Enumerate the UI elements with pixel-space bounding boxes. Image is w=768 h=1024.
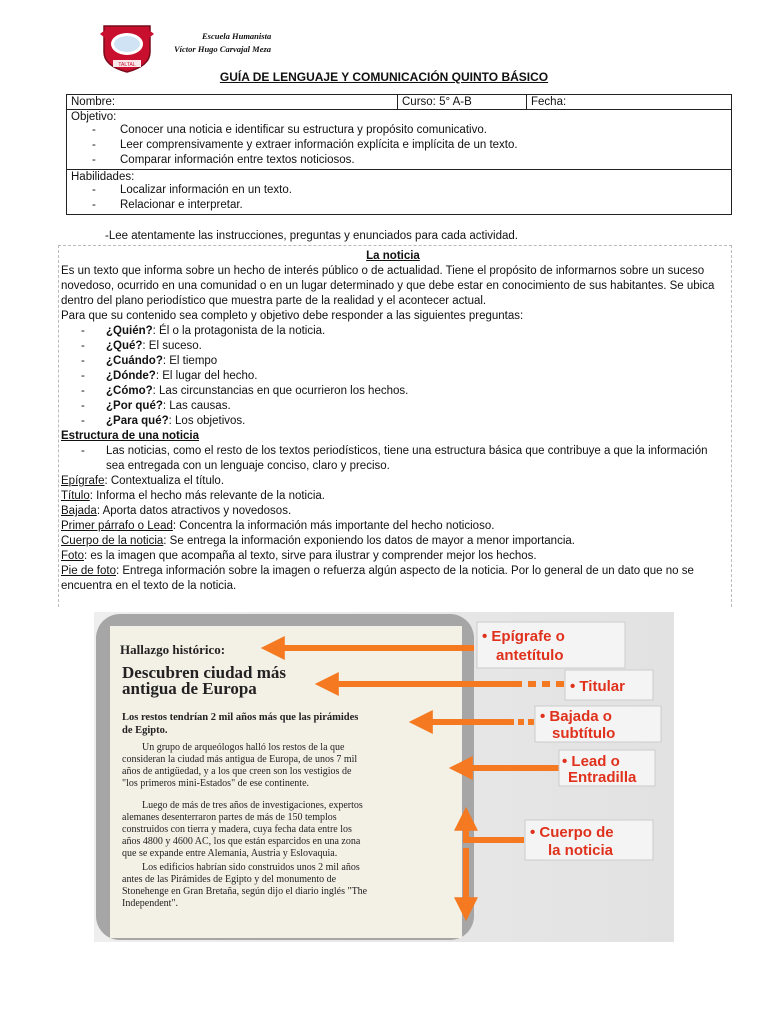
svg-text:construidos con tierra y mader: construidos con tierra y madera, cuya fecha data entre los xyxy=(122,824,352,835)
content-area xyxy=(61,249,725,594)
label-lead-2: Entradilla xyxy=(568,769,637,786)
structure-list xyxy=(61,444,725,474)
definition-text: Es un texto que informa sobre un hecho de interés público o de actualidad. Tiene el propósito de informarnos sobre un suceso novedoso, ocurrido en una comunidad o en un lugar determinado y que debe estar en conocimiento de sus habitantes. Se ubica dentro del plano periodístico que muestra parte de la realidad y el acontecer actual. xyxy=(61,265,715,307)
questions-intro: Para que su contenido sea completo y objetivo debe responder a las siguientes preguntas: xyxy=(61,310,524,322)
part-foto: Foto: es la imagen que acompaña al texto, sirve para ilustrar y comprender mejor los hechos. xyxy=(61,550,537,562)
article-body-2 xyxy=(122,800,363,859)
label-cuerpo-2: la noticia xyxy=(548,842,614,859)
part-lead: Primer párrafo o Lead: Concentra la información más importante del hecho noticioso. xyxy=(61,520,495,532)
course-label: Curso: 5° A-B xyxy=(402,96,472,108)
part-epigrafe: Epígrafe: Contextualiza el título. xyxy=(61,475,225,487)
list-item: - ¿Quién?: Él o la protagonista de la noticia. xyxy=(61,324,725,339)
date-cell[interactable] xyxy=(527,95,732,110)
section-title: La noticia xyxy=(366,250,420,262)
svg-text:Luego de más de tres años de i: Luego de más de tres años de investigaciones, expertos xyxy=(142,800,363,811)
svg-text:Los edificios habrían sido con: Los edificios habrían sido construidos unos 2 mil años xyxy=(142,862,360,873)
objective-label: Objetivo: xyxy=(71,111,117,123)
svg-text:alemanes desenterraron partes: alemanes desenterraron partes de más de 150 templos xyxy=(122,812,337,823)
list-item: - Comparar información entre textos noticiosos. xyxy=(71,153,727,168)
name-cell[interactable] xyxy=(67,95,398,110)
label-titular: • Titular xyxy=(570,678,625,695)
svg-text:años 4800 y 4600 AC, los que e: años 4800 y 4600 AC, los que están esparcidos en una zona xyxy=(122,836,361,847)
school-director: Víctor Hugo Carvajal Meza xyxy=(174,44,272,54)
article-subhead-2: de Egipto. xyxy=(122,725,168,736)
label-cuerpo-1: • Cuerpo de xyxy=(530,824,614,841)
skills-cell xyxy=(67,170,732,215)
page-title: GUÍA DE LENGUAJE Y COMUNICACIÓN QUINTO BÁSICO xyxy=(219,70,549,84)
part-bajada: Bajada: Aporta datos atractivos y novedosos. xyxy=(61,505,292,517)
school-name: Escuela Humanista xyxy=(202,31,272,41)
article-epigraph: Hallazgo histórico: xyxy=(120,642,226,657)
list-item: - ¿Por qué?: Las causas. xyxy=(61,399,725,414)
skills-list xyxy=(71,183,727,213)
article-subhead-1: Los restos tendrían 2 mil años más que las pirámides xyxy=(122,712,359,723)
objectives-cell xyxy=(67,110,732,170)
svg-text:Un grupo de arqueólogos halló: Un grupo de arqueólogos halló los restos de la que xyxy=(142,742,345,753)
svg-text:Stonehenge en Gran Bretaña, se: Stonehenge en Gran Bretaña, según dijo el diario inglés "The xyxy=(122,886,368,897)
svg-text:"los primeros mini-Estados" de: "los primeros mini-Estados" de ese continente. xyxy=(122,778,310,789)
article-headline-2: antigua de Europa xyxy=(122,679,257,698)
school-logo xyxy=(96,22,158,74)
part-titulo: Título: Informa el hecho más relevante de la noticia. xyxy=(61,490,326,502)
label-bajada-1: • Bajada o xyxy=(540,708,612,725)
part-cuerpo: Cuerpo de la noticia: Se entrega la información exponiendo los datos de mayor a menor importancia. xyxy=(61,535,575,547)
list-item: - Relacionar e interpretar. xyxy=(71,198,727,213)
label-lead-1: • Lead o xyxy=(562,753,620,770)
news-structure-diagram xyxy=(94,612,674,942)
list-item: - ¿Cuándo?: El tiempo xyxy=(61,354,725,369)
list-item: - ¿Para qué?: Los objetivos. xyxy=(61,414,725,429)
article-headline-1: Descubren ciudad más xyxy=(122,663,287,682)
svg-text:Independent".: Independent". xyxy=(122,898,179,909)
list-item: - Las noticias, como el resto de los textos periodísticos, tiene una estructura básica que contribuye a que la información sea entregada con un lenguaje conciso, claro y preciso. xyxy=(61,444,725,474)
list-item: - ¿Qué?: El suceso. xyxy=(61,339,725,354)
date-label: Fecha: xyxy=(531,96,567,108)
structure-title: Estructura de una noticia xyxy=(61,430,200,442)
list-item: - Localizar información en un texto. xyxy=(71,183,727,198)
svg-text:antes de las Pirámides de Egip: antes de las Pirámides de Egipto y del monumento de xyxy=(122,874,337,885)
label-epigrafe-1: • Epígrafe o xyxy=(482,628,565,645)
svg-text:que se expande entre Alemania,: que se expande entre Alemania, Austria y Eslovaquia. xyxy=(122,848,338,859)
label-bajada-2: subtítulo xyxy=(552,725,616,742)
skills-label: Habilidades: xyxy=(71,171,135,183)
instruction-text: -Lee atentamente las instrucciones, preguntas y enunciados para cada actividad. xyxy=(105,230,518,242)
info-table xyxy=(66,94,732,215)
list-item: - Leer comprensivamente y extraer información explícita e implícita de un texto. xyxy=(71,138,727,153)
part-pie-de-foto: Pie de foto: Entrega información sobre la imagen o refuerza algún aspecto de la noticia. Por lo general de un dato que no se encuentra en el texto de la noticia. xyxy=(61,565,694,592)
questions-list xyxy=(61,324,725,429)
logo-text: TALTAL xyxy=(118,62,136,68)
list-item: - Conocer una noticia e identificar su estructura y propósito comunicativo. xyxy=(71,123,727,138)
svg-text:años de antigüedad, y a los qu: años de antigüedad, y a los que creen son los vestigios de xyxy=(122,766,352,777)
svg-text:consideran la ciudad más antig: consideran la ciudad más antigua de Europa, de unos 7 mil xyxy=(122,754,358,765)
label-epigrafe-2: antetítulo xyxy=(496,647,564,664)
list-item: - ¿Dónde?: El lugar del hecho. xyxy=(61,369,725,384)
name-label: Nombre: xyxy=(71,96,116,108)
course-cell xyxy=(398,95,527,110)
list-item: - ¿Cómo?: Las circunstancias en que ocurrieron los hechos. xyxy=(61,384,725,399)
objectives-list xyxy=(71,123,727,168)
